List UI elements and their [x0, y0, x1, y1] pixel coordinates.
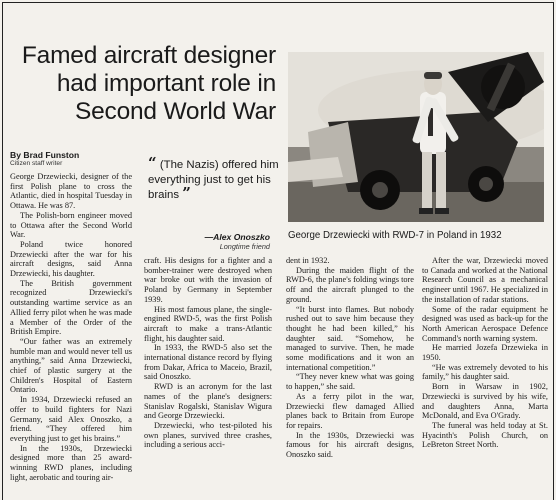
close-quote-mark: ” — [182, 184, 191, 202]
paragraph: The funeral was held today at St. Hyacinth's Polish Church, on LeBreton Street North. — [422, 420, 548, 450]
quote-attribution — [190, 232, 270, 251]
article-column-4 — [422, 256, 548, 450]
left-rule — [2, 2, 3, 500]
paragraph: The Polish-born engineer moved to Ottawa after the Second World War. — [10, 210, 132, 240]
article-column-3 — [286, 256, 414, 460]
paragraph: Drzewiecki, who test-piloted his own planes, survived three crashes, including a serious acci- — [144, 420, 272, 450]
paragraph: “It burst into flames. But nobody rushed out to save him because they thought he had been killed,” his daughter said. “Somehow, he managed to survive. Then, he made some modifications and it won an international competition.” — [286, 304, 414, 372]
photo-man-with-aircraft — [288, 52, 544, 222]
paragraph: In the 1930s, Drzewiecki designed more than 25 award-winning RWD planes, including light, aerobatic and touring air- — [10, 443, 132, 482]
paragraph: “They never knew what was going to happen,” she said. — [286, 372, 414, 392]
paragraph: dent in 1932. — [286, 256, 330, 265]
byline — [10, 150, 79, 167]
right-rule — [553, 2, 554, 500]
pull-quote-text: (The Nazis) offered him everything just to get his brains — [148, 159, 279, 201]
top-rule — [2, 2, 554, 3]
paragraph: George Drzewiecki, designer of the first Polish plane to cross the Atlantic, died in hospital Tuesday in Ottawa. He was 87. — [10, 172, 132, 211]
paragraph: The British government recognized Drzewiecki's outstanding wartime service as an Allied ferry pilot when he was made a Member of the Order of the British Empire. — [10, 278, 132, 337]
paragraph: As a ferry pilot in the war, Drzewiecki flew damaged Allied planes back to Britain from Europe for repairs. — [286, 391, 414, 430]
paragraph: “He was extremely devoted to his family,” his daughter said. — [422, 362, 548, 382]
open-quote-mark: “ — [148, 154, 157, 172]
paragraph: craft. His designs for a fighter and a bomber-trainer were destroyed when war broke out with the invasion of Poland by Germany in September 1939. — [144, 256, 272, 304]
byline-role: Citizen staff writer — [10, 160, 63, 167]
article-column-1 — [10, 172, 132, 483]
pull-quote — [148, 154, 280, 203]
headline: Famed aircraft designer had important role in Second World War — [21, 42, 276, 125]
paragraph: Some of the radar equipment he designed was used as back-up for the North American Aerospace Defence Command's north warning system. — [422, 304, 548, 343]
byline-name: By Brad Funston — [10, 150, 80, 160]
paragraph: Born in Warsaw in 1902, Drzewiecki is survived by his wife, and daughters Anna, Marta McDonald, and Eva O'Grady. — [422, 382, 548, 421]
photo-caption: George Drzewiecki with RWD-7 in Poland in 1932 — [288, 230, 502, 241]
paragraph: Poland twice honored Drzewiecki after the war for his aircraft designs, said Anna Drzewiecki, his daughter. — [10, 239, 132, 279]
paragraph: In 1933, the RWD-5 also set the international distance record by flying from Dakar, Africa to Maceio, Brazil, said Onoszko. — [144, 343, 272, 382]
paragraph: In the 1930s, Drzewiecki was famous for his aircraft designs, Onoszko said. — [286, 430, 414, 460]
attribution-desc: Longtime friend — [219, 242, 270, 251]
paragraph: In 1934, Drzewiecki refused an offer to build fighters for Nazi Germany, said Alex Onoszko, a friend. “They offered him everything just to get his brains.” — [10, 395, 132, 443]
paragraph: RWD is an acronym for the last names of the plane's designers: Stanislav Rogalski, Stanislav Wigura and George Drzewiecki. — [144, 382, 272, 421]
paragraph: “Our father was an extremely humble man and would never tell us anything,” said Anna Drzewiecki, chief of plastic surgery at the Children's Hospital of Eastern Ontario. — [10, 336, 132, 395]
article-column-2 — [144, 256, 272, 450]
attribution-name: —Alex Onoszko — [204, 232, 270, 242]
news-photo — [288, 52, 544, 222]
paragraph: After the war, Drzewiecki moved to Canada and worked at the National Research Council as a mechanical engineer until 1967. He specialized in the installation of radar stations. — [422, 256, 548, 304]
paragraph: During the maiden flight of the RWD-6, the plane's folding wings tore off and the aircraft plunged to the ground. — [286, 265, 414, 304]
paragraph: He married Jozefa Drzewieka in 1950. — [422, 343, 548, 363]
paragraph: His most famous plane, the single-engined RWD-5, was the first Polish aircraft to make a trans-Atlantic flight, his daughter said. — [144, 304, 272, 343]
